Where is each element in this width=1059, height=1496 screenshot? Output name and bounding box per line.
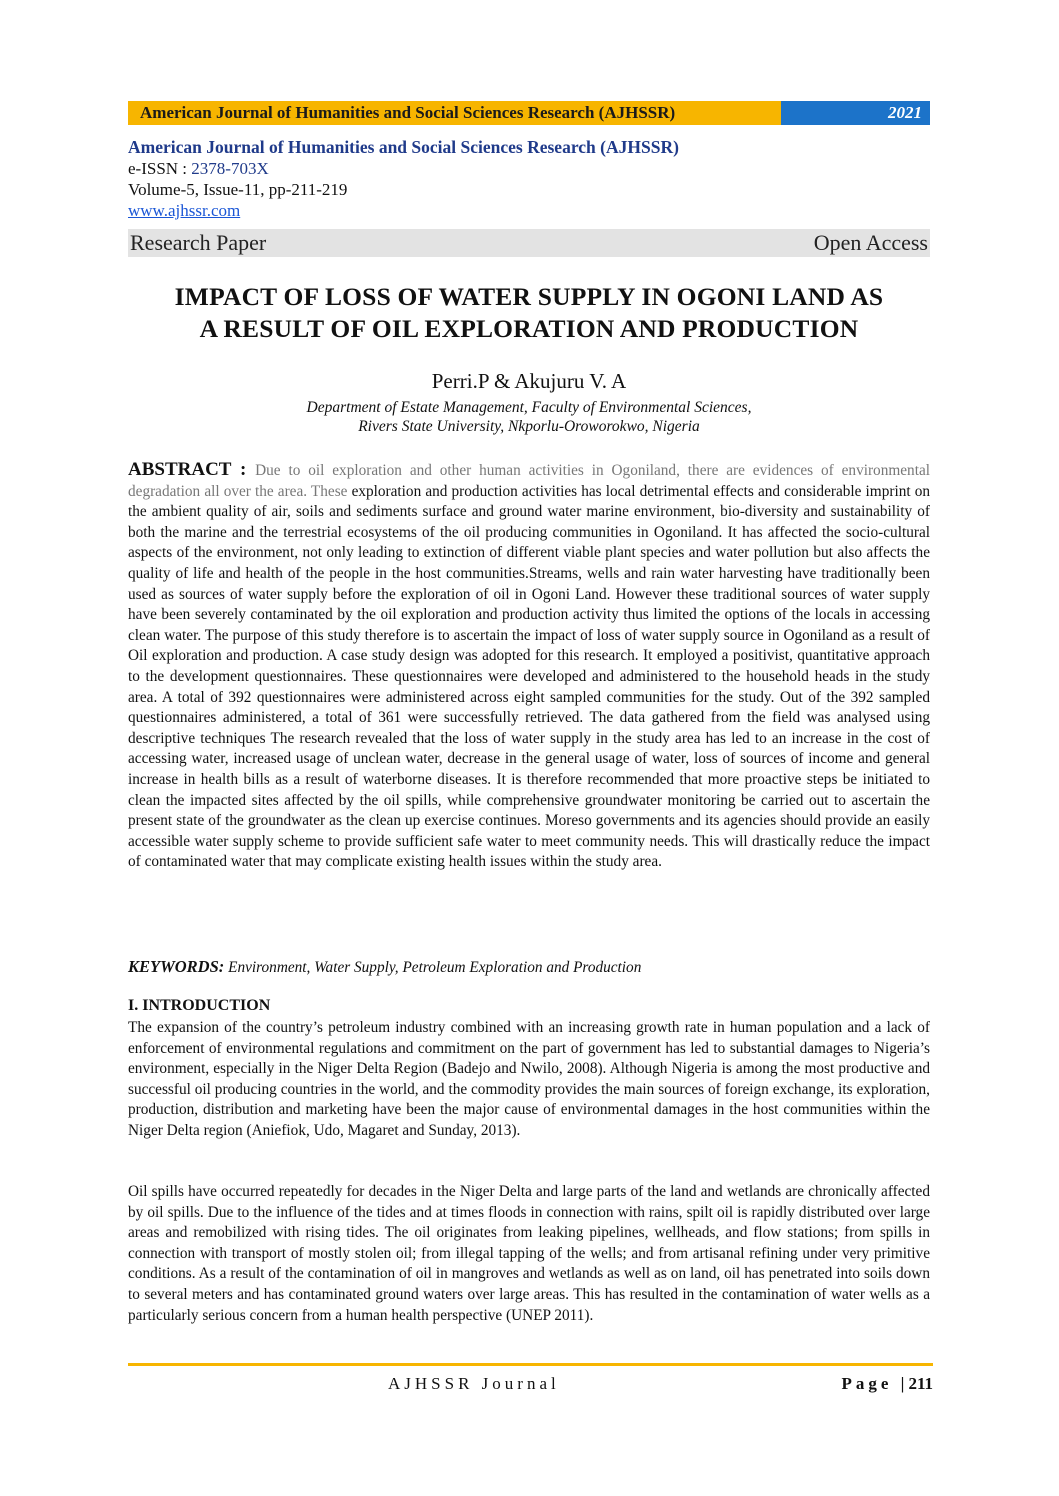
abstract-intro-text: Due to oil exploration and other human activities in Ogoniland, there are evidences of environmental degradation all over the area. These <box>128 462 930 500</box>
authors: Perri.P & Akujuru V. A <box>431 369 627 393</box>
issn-value: 2378-703X <box>191 159 269 178</box>
intro-paragraph-2: Oil spills have occurred repeatedly for decades in the Niger Delta and large parts of the land and wetlands are chronically affected by oil spills. Due to the influence of the tides and at times floods in connection with rains, spilt oil is rapidly distributed over large areas and remobilized with rising tides. The oil originates from leaking pipelines, wellheads, and flow stations; from spills in connection with transport of mostly stolen oil; from illegal tapping of the wells; and from artisanal refining under very primitive conditions. As a result of the contamination of oil in mangroves and wetlands as well as on land, oil has penetrated into soils down to several meters and has contaminated ground waters over large areas. This has resulted in the contamination of water wells as a particularly serious concern from a human health perspective (UNEP 2011). <box>128 1183 930 1324</box>
paper-type-label: Research Paper <box>130 230 267 255</box>
footer-page <box>842 1374 934 1394</box>
paper-title <box>128 281 930 345</box>
journal-website-link[interactable]: www.ajhssr.com <box>128 201 241 220</box>
footer-page-label: Page | <box>841 1374 909 1393</box>
footer-page-number: 211 <box>908 1374 933 1393</box>
affiliation-line-1: Department of Estate Management, Faculty of Environmental Sciences, <box>306 399 752 416</box>
section-heading-introduction: I. INTRODUCTION <box>128 997 271 1014</box>
running-header <box>128 101 930 125</box>
abstract-label: ABSTRACT : <box>128 459 256 480</box>
paper-type-bar <box>128 229 930 257</box>
access-type-label: Open Access <box>813 230 928 255</box>
keywords-label: KEYWORDS: <box>128 957 225 976</box>
running-header-journal: American Journal of Humanities and Social Sciences Research (AJHSSR) <box>128 101 781 125</box>
affiliation-line-2: Rivers State University, Nkporlu-Oroworokwo, Nigeria <box>358 418 700 435</box>
footer-journal: AJHSSR Journal <box>388 1374 560 1393</box>
keywords-text: Environment, Water Supply, Petroleum Exploration and Production <box>224 959 642 976</box>
issn-label: e-ISSN : <box>128 159 192 178</box>
keywords <box>128 957 930 977</box>
journal-name: American Journal of Humanities and Social Sciences Research (AJHSSR) <box>128 137 679 157</box>
running-header-year: 2021 <box>781 101 930 125</box>
footer-divider <box>128 1363 933 1366</box>
affiliation <box>128 398 930 436</box>
issn-line <box>128 158 930 179</box>
volume-line: Volume-5, Issue-11, pp-211-219 <box>128 180 348 199</box>
journal-meta <box>128 137 930 221</box>
abstract-text: exploration and production activities has local detrimental effects and considerable imprint on the ambient quality of air, soils and sediments surface and ground water marine environment, bio-diversity and sustainability of both the marine and the terrestrial ecosystems of the oil producing communities in Ogoniland. It has affected the socio-cultural aspects of the environment, not only leading to extinction of different viable plant species and water pollution but also affects the quality of life and health of the people in the host communities.Streams, wells and rain water harvesting have traditionally been used as sources of water supply before the exploration of oil in Ogoni Land. However these traditional sources of water supply have been severely contaminated by the oil exploration and production activity thus limited the options of the locals in accessing clean water. The purpose of this study therefore is to ascertain the impact of loss of water supply source in Ogoniland as a result of Oil exploration and production. A case study design was adopted for this research. It employed a positivist, quantitative approach to the development questionnaires. These questionnaires were developed and administered to the household heads in the study area. A total of 392 questionnaires were administered across eight sampled communities for the study. Out of the 392 sampled questionnaires administered, a total of 361 were successfully retrieved. The data gathered from the field was analysed using descriptive techniques The research revealed that the loss of water supply in the study area has led to an increase in the cost of accessing water, increased usage of unclean water, decrease in the general usage of water, loss of sources of income and general increase in health bills as a result of waterborne diseases. It is therefore recommended that more proactive steps be initiated to clean the impacted sites affected by the oil spills, while comprehensive groundwater monitoring be carried out to ascertain the present state of the groundwater as the clean up exercise continues. Moreso governments and its agencies should provide an easily accessible water supply scheme to provide sufficient safe water to meet community needs. This will drastically reduce the impact of contaminated water that may complicate existing health issues within the study area. <box>128 482 930 871</box>
title-line-2: A RESULT OF OIL EXPLORATION AND PRODUCTION <box>199 314 859 343</box>
abstract <box>128 460 930 873</box>
intro-paragraph-1: The expansion of the country’s petroleum industry combined with an increasing growth rate in human population and a lack of enforcement of environmental regulations and commitment on the part of government has led to substantial damages to Nigeria’s environment, especially in the Niger Delta Region (Badejo and Nwilo, 2008). Although Nigeria is among the most productive and successful oil producing countries in the world, and the commodity provides the main sources of foreign exchange, its exploration, production, distribution and marketing have been the major cause of environmental damages in the host communities within the Niger Delta region (Aniefiok, Udo, Magaret and Sunday, 2013). <box>128 1019 930 1139</box>
title-line-1: IMPACT OF LOSS OF WATER SUPPLY IN OGONI LAND AS <box>174 282 884 311</box>
